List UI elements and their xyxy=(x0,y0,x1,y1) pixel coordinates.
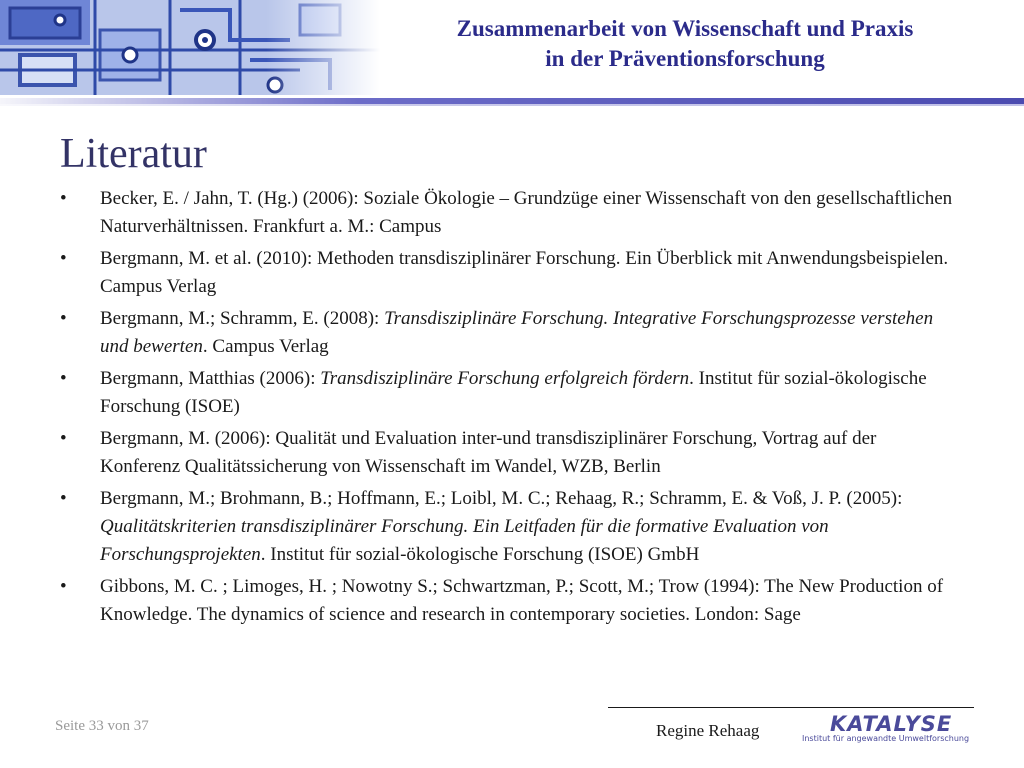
reference-text: Becker, E. / Jahn, T. (Hg.) (2006): Soziale Ökologie – Grundzüge einer Wissenschaft von den gesellschaftlichen Naturverhältnissen. Frankfurt a. M.: Campus xyxy=(100,188,953,237)
header-divider-shadow xyxy=(0,104,1024,106)
reference-text: . Institut für sozial-ökologische Forschung (ISOE) xyxy=(100,368,927,417)
header-title-line2: in der Präventionsforschung xyxy=(545,46,825,71)
reference-item xyxy=(60,573,960,629)
reference-title-italic: Transdisziplinäre Forschung. Integrative Forschungsprozesse verstehen und bewerten xyxy=(100,308,934,357)
reference-text: Bergmann, M.; Schramm, E. (2008): xyxy=(100,308,385,329)
reference-item xyxy=(60,425,960,481)
bullet-icon: • xyxy=(60,188,67,209)
reference-text: Bergmann, Matthias (2006): xyxy=(100,368,321,389)
bullet-icon: • xyxy=(60,488,67,509)
reference-text: Bergmann, M.; Brohmann, B.; Hoffmann, E.; Loibl, M. C.; Rehaag, R.; Schramm, E. & Voß, J. P. (2005): xyxy=(100,488,903,509)
header-circuit-illustration xyxy=(0,0,380,95)
reference-title-italic: Transdisziplinäre Forschung erfolgreich fördern xyxy=(320,368,690,389)
reference-text: Gibbons, M. C. ; Limoges, H. ; Nowotny S.; Schwartzman, P.; Scott, M.; Trow (1994): The New Production of Knowledge. The dynamics of science and research in contemporary societies. London: Sage xyxy=(100,576,944,625)
page-number: Seite 33 von 37 xyxy=(55,718,149,734)
bullet-icon: • xyxy=(60,576,67,597)
bullet-icon: • xyxy=(60,308,67,329)
header-title-line1: Zusammenarbeit von Wissenschaft und Praxis xyxy=(456,16,914,41)
reference-text: . Campus Verlag xyxy=(202,336,329,357)
author-name: Regine Rehaag xyxy=(656,721,760,740)
bullet-icon: • xyxy=(60,248,67,269)
reference-text: Bergmann, M. et al. (2010): Methoden transdisziplinärer Forschung. Ein Überblick mit Anwendungsbeispielen. Campus Verlag xyxy=(100,248,949,297)
logo-tagline: Institut für angewandte Umweltforschung xyxy=(802,734,970,743)
reference-item xyxy=(60,245,960,301)
page-title: Literatur xyxy=(60,131,207,177)
reference-item xyxy=(60,365,960,421)
reference-item xyxy=(60,485,960,569)
reference-list xyxy=(60,185,960,633)
reference-text: . Institut für sozial-ökologische Forschung (ISOE) GmbH xyxy=(260,544,700,565)
bullet-icon: • xyxy=(60,368,67,389)
katalyse-logo xyxy=(800,712,970,752)
reference-item xyxy=(60,185,960,241)
header-title xyxy=(380,14,990,74)
reference-text: Bergmann, M. (2006): Qualität und Evaluation inter-und transdisziplinärer Forschung, Vortrag auf der Konferenz Qualitätssicherung von Wissenschaft im Wandel, WZB, Berlin xyxy=(100,428,877,477)
logo-wordmark: KATALYSE xyxy=(830,712,953,736)
footer-divider xyxy=(608,707,974,708)
reference-title-italic: Qualitätskriterien transdisziplinärer Forschung. Ein Leitfaden für die formative Evaluation von Forschungsprojekten xyxy=(100,516,829,565)
bullet-icon: • xyxy=(60,428,67,449)
reference-item xyxy=(60,305,960,361)
